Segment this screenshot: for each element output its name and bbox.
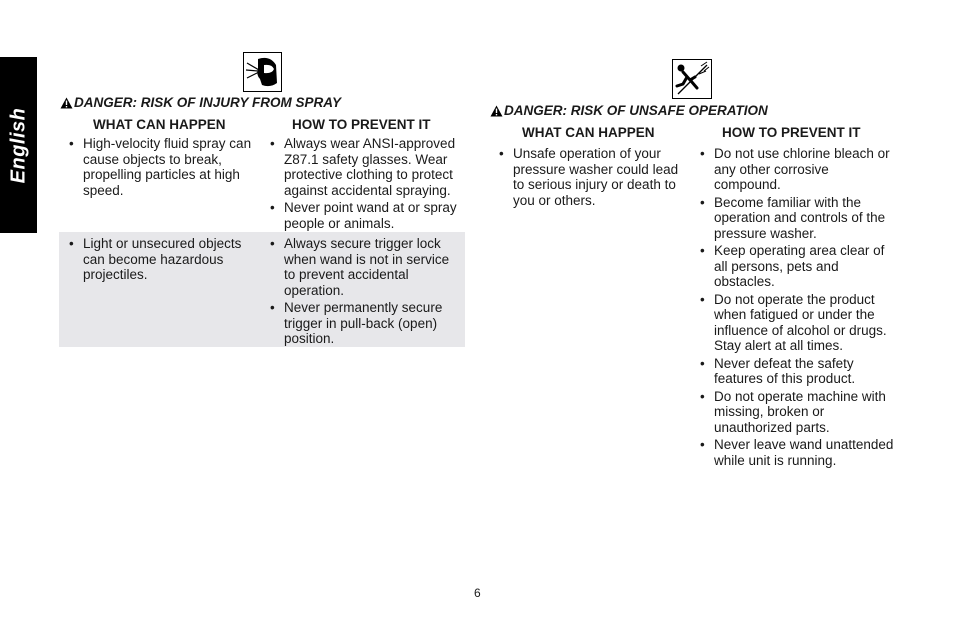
left-row-2-happen: [69, 236, 257, 285]
list-item: • Do not operate machine with missing, broken or unauthorized parts.: [700, 389, 895, 436]
page-number: 6: [474, 586, 481, 600]
list-item: • Keep operating area clear of all persons, pets and obstacles.: [700, 243, 895, 290]
right-danger-heading: [490, 103, 768, 118]
list-item: • High-velocity fluid spray can cause objects to break, propelling particles at high speed.: [69, 136, 257, 198]
list-item: • Always wear ANSI-approved Z87.1 safety glasses. Wear protective clothing to protect against accidental spraying.: [270, 136, 465, 198]
person-slipping-icon: [672, 59, 712, 99]
list-item: • Do not use chlorine bleach or any other corrosive compound.: [700, 146, 895, 193]
right-danger-title: DANGER: RISK OF UNSAFE OPERATION: [504, 103, 768, 118]
warning-triangle-icon: [60, 97, 73, 109]
face-shield-spray-icon: [243, 52, 282, 92]
warning-triangle-icon: [490, 105, 503, 117]
right-col-how-to-prevent: HOW TO PREVENT IT: [722, 125, 861, 140]
list-item: • Become familiar with the operation and controls of the pressure washer.: [700, 195, 895, 242]
right-row-1-prevent: [700, 146, 895, 470]
left-danger-heading: [60, 95, 341, 110]
list-item: • Always secure trigger lock when wand is not in service to prevent accidental operation.: [270, 236, 462, 298]
left-col-how-to-prevent: HOW TO PREVENT IT: [292, 117, 431, 132]
list-item: • Do not operate the product when fatigued or under the influence of alcohol or drugs. Stay alert at all times.: [700, 292, 895, 354]
list-item: • Never defeat the safety features of this product.: [700, 356, 895, 387]
language-tab: [0, 57, 37, 233]
list-item: • Never permanently secure trigger in pull-back (open) position.: [270, 300, 462, 347]
left-row-2-prevent: [270, 236, 462, 349]
right-row-1-happen: [499, 146, 687, 210]
left-col-what-can-happen: WHAT CAN HAPPEN: [93, 117, 226, 132]
right-col-what-can-happen: WHAT CAN HAPPEN: [522, 125, 655, 140]
left-danger-title: DANGER: RISK OF INJURY FROM SPRAY: [74, 95, 342, 110]
language-label: English: [7, 107, 30, 183]
list-item: • Never point wand at or spray people or animals.: [270, 200, 465, 231]
list-item: • Unsafe operation of your pressure washer could lead to serious injury or death to you or others.: [499, 146, 687, 208]
left-row-1-happen: [69, 136, 257, 200]
list-item: • Light or unsecured objects can become hazardous projectiles.: [69, 236, 257, 283]
left-row-1-prevent: [270, 136, 465, 233]
list-item: • Never leave wand unattended while unit is running.: [700, 437, 895, 468]
